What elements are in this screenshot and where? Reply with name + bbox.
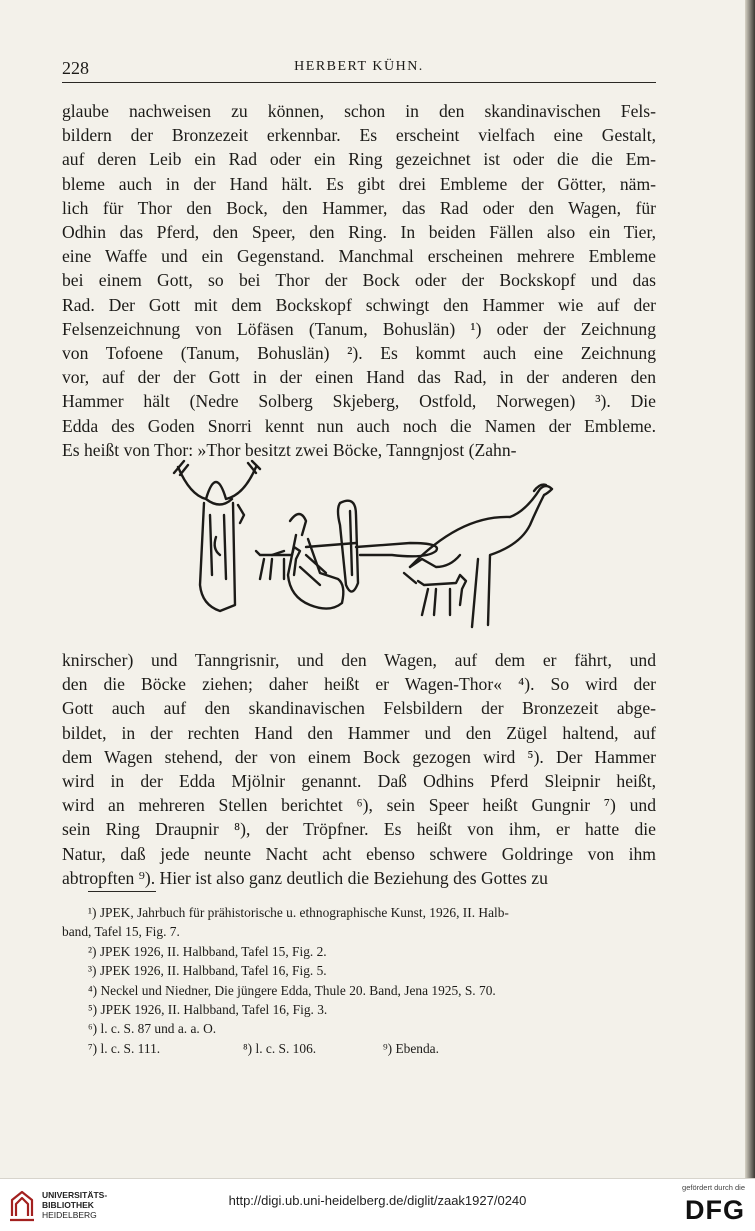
text-line: abtropften ⁹). Hier ist also ganz deutlich die Beziehung des Gottes zu (62, 867, 548, 888)
text-line: Felsenzeichnung von Löfäsen (Tanum, Bohuslän) ¹) oder der Zeichnung (62, 318, 656, 339)
text-line: von Tofoene (Tanum, Bohuslän) ²). Es kommt auch eine Zeichnung (62, 343, 656, 364)
footnotes (62, 903, 656, 1058)
paragraph-1 (62, 99, 656, 462)
footnote-1-line-2: band, Tafel 15, Fig. 7. (62, 924, 180, 940)
funding-text: gefördert durch die (682, 1183, 745, 1192)
rock-carving-figure (160, 455, 570, 647)
viewer-footer (0, 1178, 755, 1231)
text-line: eine Waffe und ein Gegenstand. Manchmal erscheinen mehrere Embleme (62, 246, 656, 267)
footnote-2: ²) JPEK 1926, II. Halbband, Tafel 15, Fig. 2. (88, 943, 327, 959)
footnote-5: ⁵) JPEK 1926, II. Halbband, Tafel 16, Fig. 3. (88, 1002, 328, 1018)
library-name-line-2: BIBLIOTHEK (42, 1200, 94, 1210)
page-header (62, 58, 656, 83)
text-line: Edda des Goden Snorri kennt nun auch noch die Namen der Embleme. (62, 415, 656, 436)
running-head: HERBERT KÜHN. (294, 59, 424, 74)
text-line: wird in der Edda Mjölnir genannt. Daß Odhins Pferd Sleipnir heißt, (62, 771, 656, 792)
text-line: bei einem Gott, so bei Thor der Bock oder der Bockskopf und das (62, 270, 656, 291)
text-line: Odhin das Pferd, den Speer, den Ring. In beiden Fällen also ein Tier, (62, 222, 656, 243)
library-name-line-3: HEIDELBERG (42, 1210, 97, 1220)
library-name-line-1: UNIVERSITÄTS- (42, 1190, 108, 1200)
text-line: Natur, daß jede neunte Nacht acht ebenso schwere Goldringe von ihm (62, 843, 656, 864)
text-line: Hammer hält (Nedre Solberg Skjeberg, Ostfold, Norwegen) ³). Die (62, 391, 656, 412)
text-line: sein Ring Draupnir ⁸), der Tröpfner. Es heißt von ihm, er hatte die (62, 819, 656, 840)
dfg-logo[interactable]: DFG (685, 1195, 745, 1225)
text-line: auf deren Leib ein Rad oder ein Ring gezeichnet ist oder die die Em- (62, 149, 656, 170)
footnote-7: ⁷) l. c. S. 111. (88, 1040, 161, 1056)
paragraph-2 (62, 648, 656, 890)
text-line: lich für Thor den Bock, den Hammer, das Rad oder den Wagen, für (62, 197, 656, 218)
footnote-3: ³) JPEK 1926, II. Halbband, Tafel 16, Fig. 5. (88, 963, 327, 979)
footnote-row-7-9 (62, 1039, 656, 1058)
text-line: wird an mehreren Stellen berichtet ⁶), sein Speer heißt Gungnir ⁷) und (62, 795, 656, 816)
text-line: dem Wagen stehend, der von einem Bock gezogen wird ⁵). Der Hammer (62, 746, 656, 767)
text-line: Rad. Der Gott mit dem Bockskopf schwingt den Hammer wie auf der (62, 294, 656, 315)
text-line: knirscher) und Tanngrisnir, und den Wagen, auf dem er fährt, und (62, 650, 656, 670)
text-line: vor, auf der der Gott in der einen Hand das Rad, in der anderen den (62, 367, 656, 388)
footnote-1-line-1: ¹) JPEK, Jahrbuch für prähistorische u. ethnographische Kunst, 1926, II. Halb- (88, 905, 509, 920)
page-edge-shadow (745, 0, 755, 1178)
text-line: glaube nachweisen zu können, schon in den skandinavischen Fels- (62, 101, 656, 121)
footnote-9: ⁹) Ebenda. (383, 1040, 439, 1056)
text-line: Es heißt von Thor: »Thor besitzt zwei Böcke, Tanngnjost (Zahn- (62, 439, 517, 460)
text-line: den die Böcke ziehen; daher heißt er Wagen-Thor« ⁴). So wird der (62, 674, 656, 695)
text-line: Gott auch auf den skandinavischen Felsbildern der Bronzezeit abge- (62, 698, 656, 719)
text-line: bildet, in der rechten Hand den Hammer und den Zügel haltend, auf (62, 722, 656, 743)
footnote-8: ⁸) l. c. S. 106. (243, 1040, 317, 1056)
text-line: bildern der Bronzezeit erkennbar. Es erscheint vielfach eine Gestalt, (62, 125, 656, 146)
footnote-rule (88, 891, 156, 892)
permalink-url[interactable]: http://digi.ub.uni-heidelberg.de/diglit/zaak1927/0240 (228, 1193, 527, 1208)
footnote-6: ⁶) l. c. S. 87 und a. a. O. (88, 1021, 217, 1037)
page-number: 228 (62, 58, 89, 78)
text-line: bleme auch in der Hand hält. Es gibt drei Embleme der Götter, näm- (62, 173, 656, 194)
footnote-4: ⁴) Neckel und Niedner, Die jüngere Edda, Thule 20. Band, Jena 1925, S. 70. (88, 982, 496, 998)
